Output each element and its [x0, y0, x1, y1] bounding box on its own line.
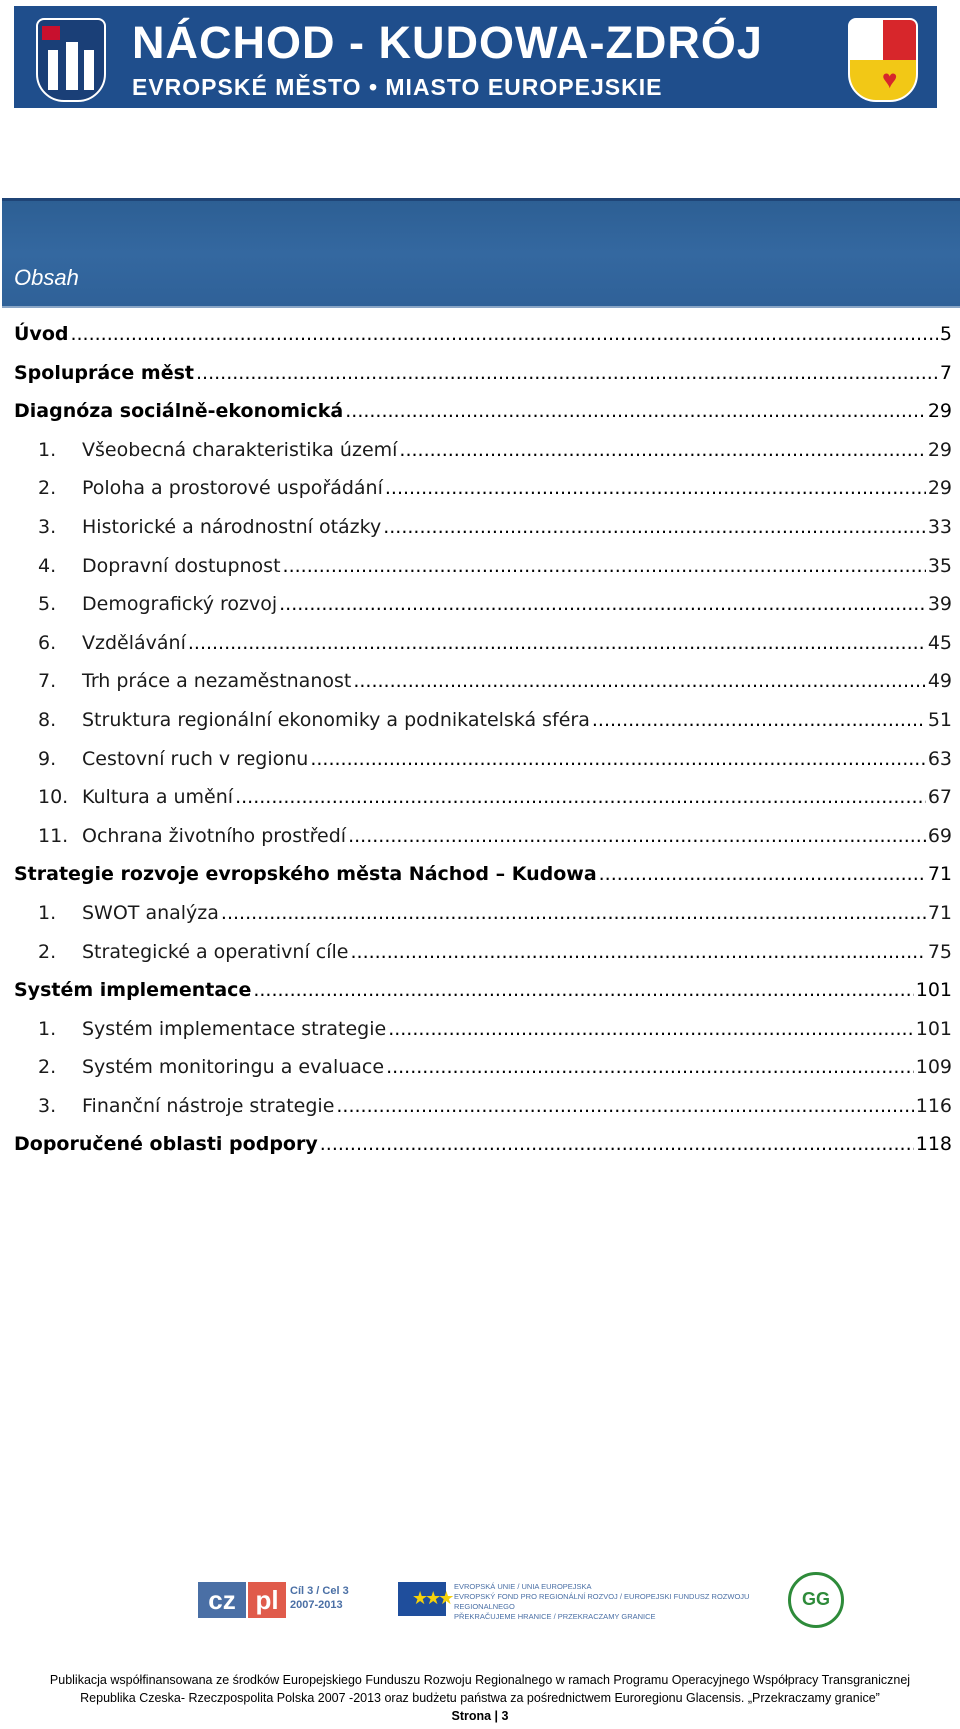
toc-entry-title: Struktura regionální ekonomiky a podnikatelská sféra [82, 708, 590, 731]
toc-entry-title: Finanční nástroje strategie [82, 1094, 335, 1117]
toc-entry-page: 39 [927, 593, 952, 616]
toc-entry-number: 6. [38, 631, 57, 654]
toc-entry[interactable] [14, 748, 952, 787]
toc-entry[interactable] [14, 555, 952, 594]
toc-leader-dots [235, 786, 926, 808]
toc-entry-number: 1. [38, 1017, 57, 1040]
eu-line-3: PŘEKRAČUJEME HRANICE / PRZEKRACZAMY GRANICE [454, 1612, 656, 1621]
toc-entry-number: 5. [38, 593, 57, 616]
pl-logo-text: pl [248, 1582, 286, 1618]
toc-entry-page: 29 [927, 400, 952, 423]
toc-leader-dots [399, 439, 925, 461]
toc-leader-dots [253, 979, 913, 1001]
contents-heading-bar [2, 198, 960, 308]
toc-leader-dots [350, 941, 925, 963]
toc-entry-page: 45 [927, 631, 952, 654]
toc-leader-dots [353, 670, 925, 692]
toc-entry[interactable] [14, 863, 952, 902]
toc-entry-number: 4. [38, 554, 57, 577]
toc-entry-title: Kultura a umění [82, 786, 234, 809]
program-years: 2007-2013 [290, 1599, 343, 1611]
toc-entry[interactable] [14, 941, 952, 980]
toc-entry-title: Dopravní dostupnost [82, 554, 281, 577]
eu-line-1: EVROPSKÁ UNIE / UNIA EUROPEJSKA [454, 1582, 592, 1591]
eu-logo [398, 1582, 758, 1622]
toc-entry-title: Ochrana životního prostředí [82, 824, 347, 847]
toc-entry-page: 71 [927, 863, 952, 886]
toc-entry[interactable] [14, 825, 952, 864]
heart-icon: ♥ [882, 64, 898, 94]
toc-entry[interactable] [14, 593, 952, 632]
toc-entry-page: 5 [939, 323, 952, 345]
euroregion-glacensis-logo-icon: GG [788, 1572, 844, 1628]
toc-entry[interactable] [14, 439, 952, 478]
toc-entry-number: 8. [38, 708, 57, 731]
toc-entry-title: Diagnóza sociálně-ekonomická [14, 400, 344, 423]
toc-entry-title: SWOT analýza [82, 901, 219, 924]
cz-logo-text: cz [198, 1582, 246, 1618]
toc-entry-page: 7 [939, 361, 952, 384]
toc-leader-dots [283, 555, 926, 577]
toc-entry-number: 3. [38, 515, 57, 538]
toc-entry-number: 1. [38, 901, 57, 924]
toc-entry-title: Strategické a operativní cíle [82, 940, 349, 963]
toc-entry-title: Všeobecná charakteristika území [82, 438, 398, 461]
toc-entry-page: 35 [927, 554, 952, 577]
toc-entry-page: 118 [915, 1133, 952, 1156]
toc-entry[interactable] [14, 786, 952, 825]
toc-entry-page: 71 [927, 901, 952, 924]
banner-subtitle: EVROPSKÉ MĚSTO • MIASTO EUROPEJSKIE [132, 74, 663, 100]
toc-entry-number: 2. [38, 940, 57, 963]
toc-entry-page: 101 [915, 979, 952, 1002]
toc-entry-title: Strategie rozvoje evropského města Náchod – Kudowa [14, 863, 597, 886]
toc-entry-title: Systém monitoringu a evaluace [82, 1056, 385, 1079]
toc-leader-dots [386, 1056, 914, 1078]
toc-entry-page: 109 [915, 1056, 952, 1079]
toc-entry-number: 9. [38, 747, 57, 770]
toc-entry-page: 33 [927, 515, 952, 538]
footer-funding-line-2: Republika Czeska- Rzeczpospolita Polska 2007 -2013 oraz budżetu państwa za pośrednictwem Euroregionu Glacensis. „Przekraczamy granice” [80, 1691, 880, 1705]
toc-leader-dots [221, 902, 926, 924]
toc-leader-dots [383, 516, 926, 538]
toc-entry[interactable] [14, 632, 952, 671]
toc-entry-page: 29 [927, 477, 952, 500]
toc-entry[interactable] [14, 670, 952, 709]
kudowa-coat-of-arms-icon [848, 18, 918, 102]
toc-leader-dots [345, 400, 926, 422]
toc-entry-page: 29 [927, 438, 952, 461]
cz-pl-program-logo [198, 1582, 358, 1622]
page-number: Strona | 3 [451, 1709, 509, 1723]
toc-entry[interactable] [14, 362, 952, 401]
toc-entry-number: 2. [38, 477, 57, 500]
toc-entry-title: Doporučené oblasti podpory [14, 1133, 318, 1156]
toc-leader-dots [320, 1133, 914, 1155]
toc-entry-title: Demografický rozvoj [82, 593, 278, 616]
program-label [290, 1584, 349, 1612]
footer-funding-line-1: Publikacja współfinansowana ze środków Europejskiego Funduszu Rozwoju Regionalnego w ramach Programu Operacyjnego Współpracy Transgranicznej [49, 1673, 911, 1687]
toc-entry[interactable] [14, 1095, 952, 1134]
toc-entry[interactable] [14, 979, 952, 1018]
toc-entry-page: 116 [915, 1094, 952, 1117]
toc-entry[interactable] [14, 400, 952, 439]
toc-entry[interactable] [14, 1056, 952, 1095]
toc-leader-dots [336, 1095, 913, 1117]
toc-entry-page: 101 [915, 1017, 952, 1040]
toc-leader-dots [196, 362, 938, 384]
toc-entry-page: 75 [927, 940, 952, 963]
toc-entry[interactable] [14, 516, 952, 555]
toc-entry-page: 49 [927, 670, 952, 693]
toc-entry-title: Systém implementace strategie [82, 1017, 387, 1040]
toc-entry-title: Trh práce a nezaměstnanost [82, 670, 352, 693]
program-goal: Cíl 3 / Cel 3 [290, 1585, 349, 1597]
toc-entry[interactable] [14, 709, 952, 748]
banner-title: NÁCHOD - KUDOWA-ZDRÓJ [132, 17, 763, 68]
toc-entry-number: 1. [38, 438, 57, 461]
toc-entry-page: 51 [927, 708, 952, 731]
toc-leader-dots [279, 593, 926, 615]
toc-entry-title: Cestovní ruch v regionu [82, 747, 309, 770]
toc-entry[interactable] [14, 1133, 952, 1172]
toc-leader-dots [348, 825, 926, 847]
toc-entry-page: 67 [927, 786, 952, 809]
footer-logos [0, 1568, 960, 1648]
contents-heading: Obsah [14, 265, 79, 290]
toc-leader-dots [388, 1018, 914, 1040]
toc-entry[interactable] [14, 323, 952, 362]
toc-entry-title: Úvod [14, 323, 69, 345]
toc-entry-number: 2. [38, 1056, 57, 1079]
toc-entry[interactable] [14, 1018, 952, 1057]
toc-entry[interactable] [14, 902, 952, 941]
eu-line-2: EVROPSKÝ FOND PRO REGIONÁLNÍ ROZVOJ / EUROPEJSKI FUNDUSZ ROZWOJU REGIONALNEGO [454, 1592, 750, 1611]
toc-leader-dots [310, 748, 925, 770]
toc-entry-title: Vzdělávání [82, 631, 186, 654]
header-banner [14, 6, 937, 108]
toc-entry-number: 10. [38, 786, 69, 809]
toc-entry-title: Systém implementace [14, 979, 252, 1002]
toc-entry-number: 11. [38, 824, 69, 847]
toc-entry-page: 63 [927, 747, 952, 770]
toc-entry-number: 3. [38, 1094, 57, 1117]
toc-entry-title: Poloha a prostorové uspořádání [82, 477, 383, 500]
toc-entry-page: 69 [927, 824, 952, 847]
toc-leader-dots [385, 477, 926, 499]
table-of-contents [14, 323, 952, 1172]
eu-flag-icon: ★★★ [398, 1582, 446, 1616]
toc-leader-dots [599, 863, 926, 885]
toc-entry-title: Spolupráce měst [14, 361, 195, 384]
toc-entry[interactable] [14, 477, 952, 516]
toc-leader-dots [592, 709, 926, 731]
toc-entry-number: 7. [38, 670, 57, 693]
nachod-coat-of-arms-icon [36, 18, 106, 102]
toc-leader-dots [188, 632, 926, 654]
toc-leader-dots [70, 323, 937, 345]
toc-entry-title: Historické a národnostní otázky [82, 515, 382, 538]
